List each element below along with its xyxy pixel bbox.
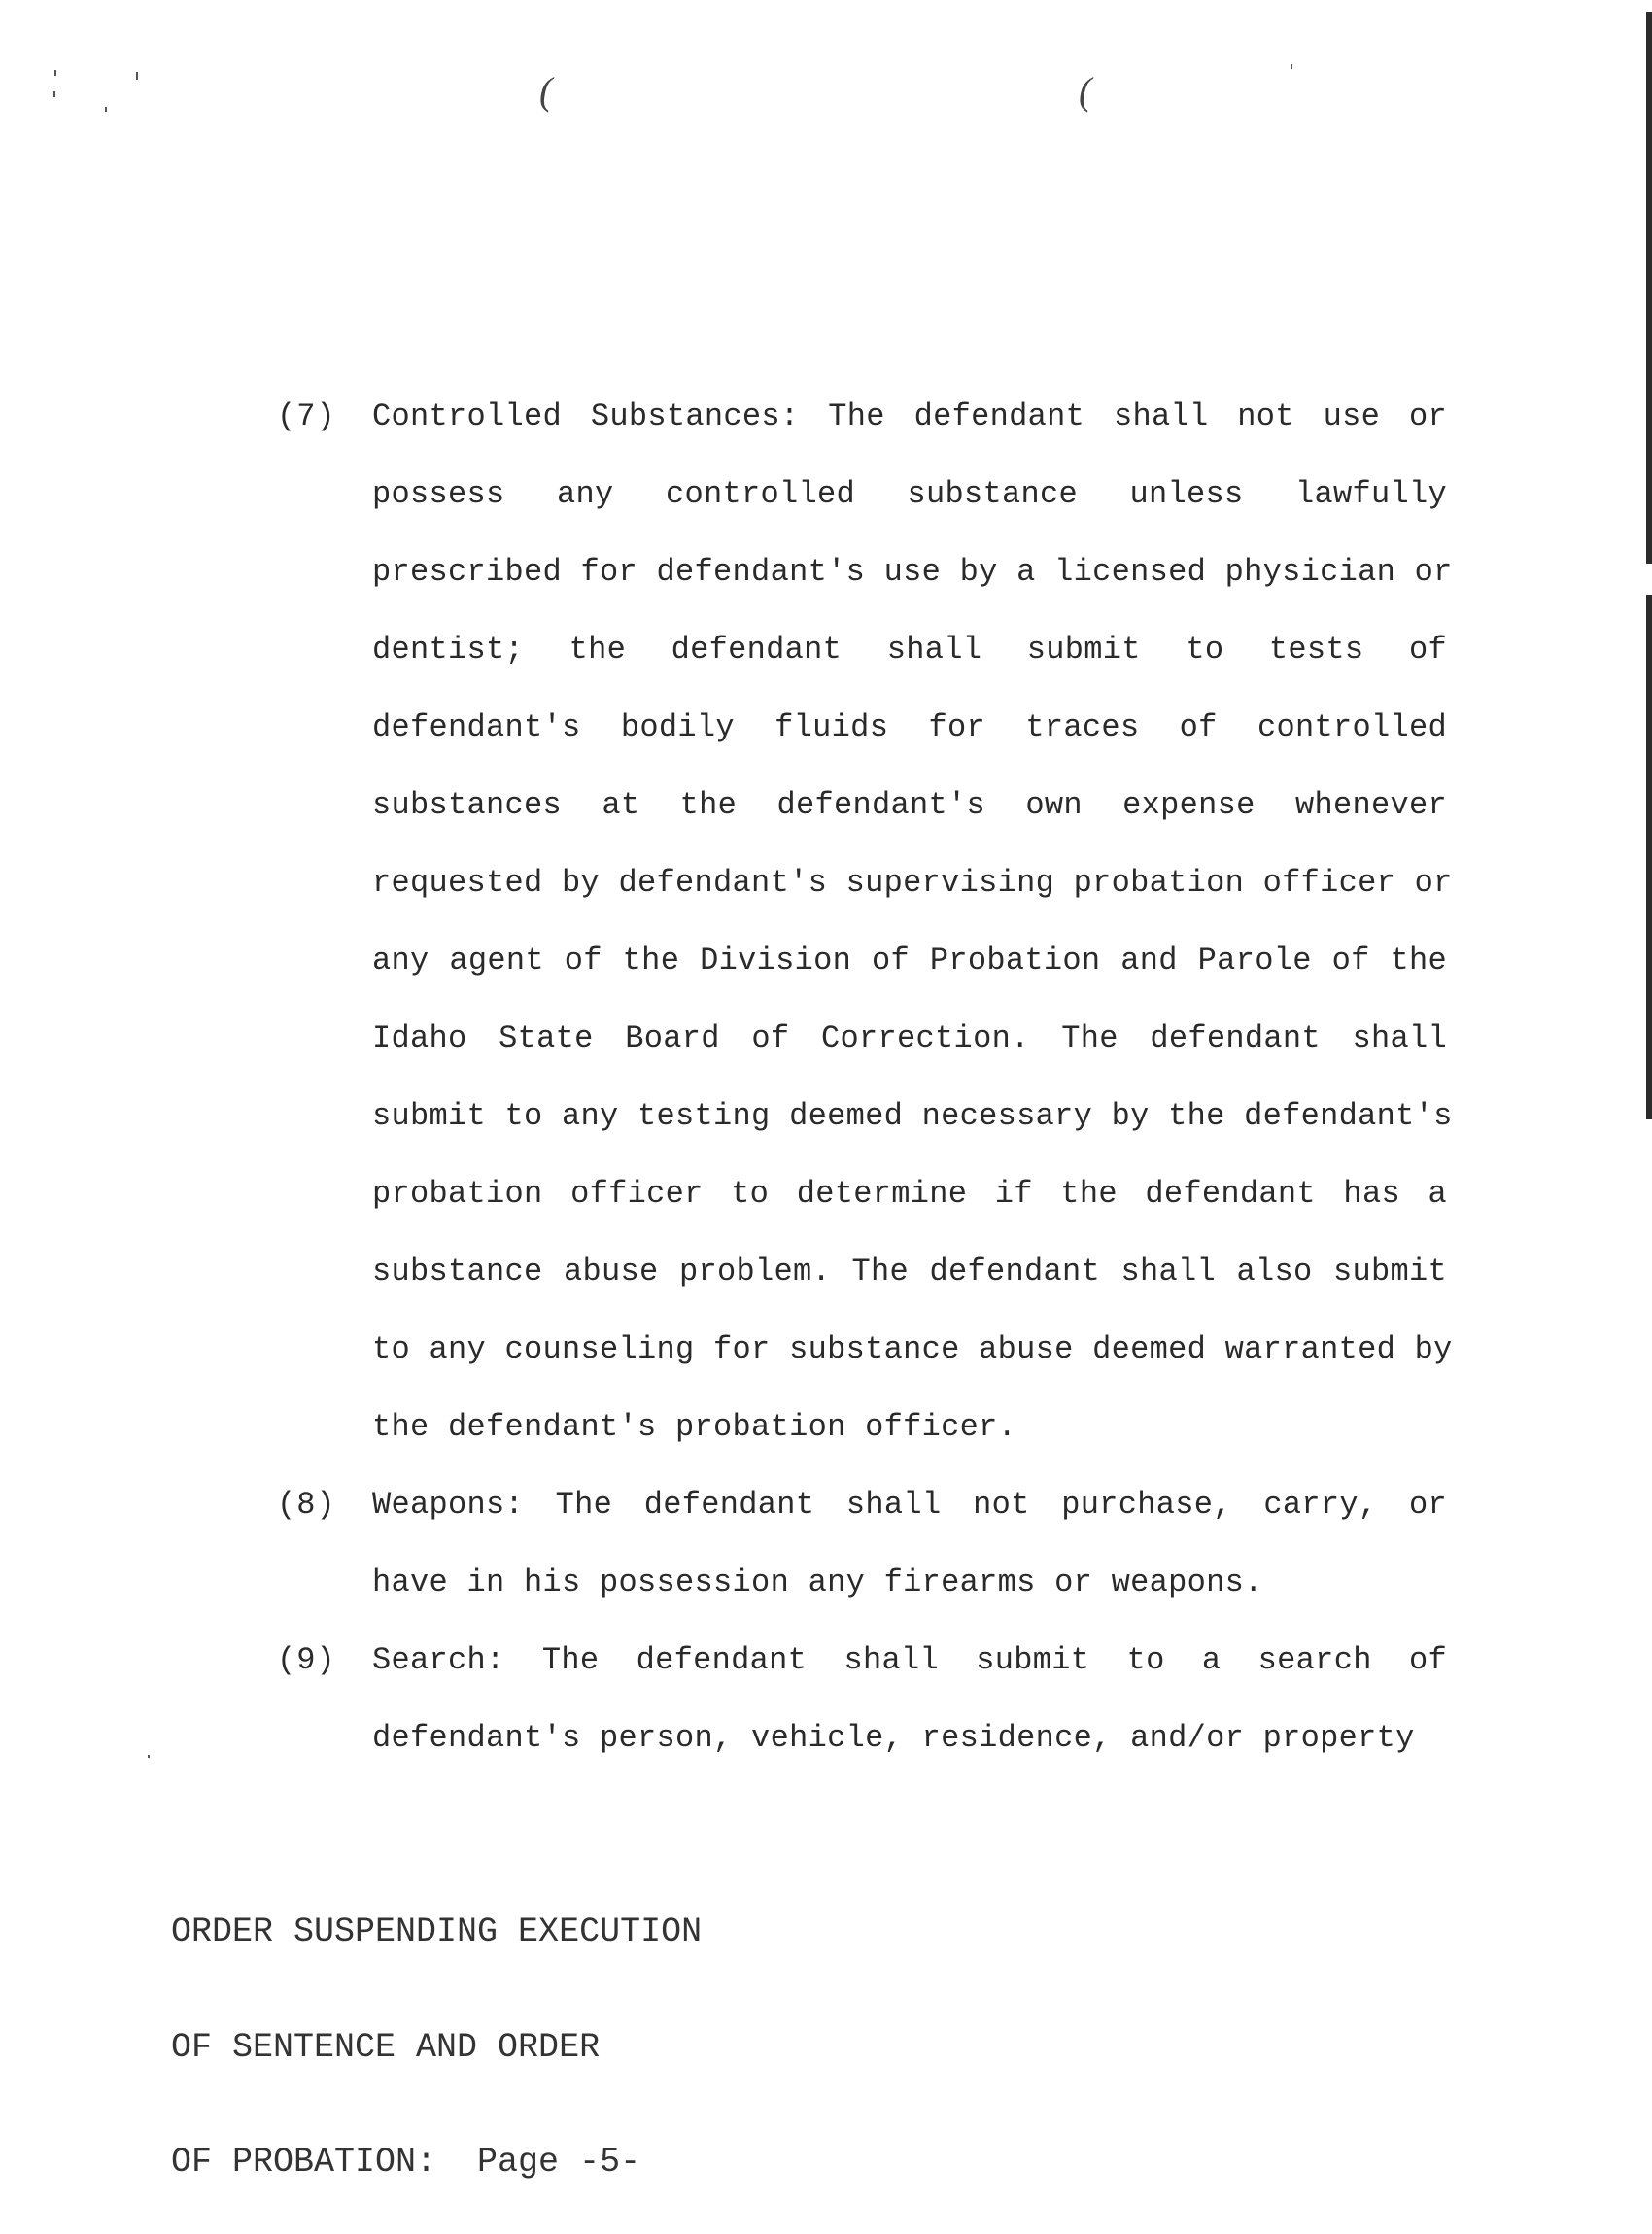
scan-mark: ( [539, 69, 553, 113]
condition-number: (9) [277, 1642, 336, 1678]
condition-text-line: any agent of the Division of Probation and Parole of the [372, 943, 1447, 979]
condition-number: (8) [277, 1487, 336, 1523]
page-footer [171, 1837, 702, 2220]
condition-text-line: defendant's person, vehicle, residence, and/or property [372, 1720, 1415, 1756]
condition-text-line: probation officer to determine if the defendant has a [372, 1176, 1447, 1212]
scan-edge-bar [1646, 595, 1652, 1119]
condition-text-line: dentist; the defendant shall submit to tests of [372, 632, 1447, 668]
scan-edge-bar [1646, 12, 1652, 564]
condition-text-line: Search: The defendant shall submit to a search of [372, 1642, 1447, 1678]
scan-speck [148, 1755, 150, 1758]
scan-speck [54, 70, 56, 76]
condition-text-line: requested by defendant's supervising probation officer or [372, 865, 1453, 901]
condition-text-line: substances at the defendant's own expense whenever [372, 787, 1447, 823]
condition-text-line: have in his possession any firearms or weapons. [372, 1564, 1263, 1600]
condition-text-line: Controlled Substances: The defendant shall not use or [372, 398, 1447, 434]
condition-text-line: prescribed for defendant's use by a licensed physician or [372, 554, 1453, 590]
condition-text-line: the defendant's probation officer. [372, 1409, 1017, 1445]
scan-speck [1291, 64, 1292, 69]
footer-line: ORDER SUSPENDING EXECUTION [171, 1912, 703, 1951]
scan-speck [136, 72, 138, 80]
condition-text-line: to any counseling for substance abuse deemed warranted by [372, 1331, 1453, 1367]
footer-line: OF PROBATION: Page -5- [171, 2143, 641, 2182]
condition-text-line: submit to any testing deemed necessary by the defendant's [372, 1098, 1453, 1134]
scan-speck [53, 91, 55, 97]
footer-line: OF SENTENCE AND ORDER [171, 2027, 601, 2067]
scan-speck [105, 107, 107, 112]
condition-text-line: Weapons: The defendant shall not purchase, carry, or [372, 1487, 1447, 1523]
condition-number: (7) [277, 398, 336, 434]
condition-text-line: possess any controlled substance unless lawfully [372, 476, 1447, 512]
condition-text-line: defendant's bodily fluids for traces of controlled [372, 709, 1447, 745]
scan-mark: ( [1079, 69, 1092, 113]
condition-text-line: substance abuse problem. The defendant shall also submit [372, 1254, 1447, 1289]
condition-text-line: Idaho State Board of Correction. The defendant shall [372, 1020, 1447, 1056]
